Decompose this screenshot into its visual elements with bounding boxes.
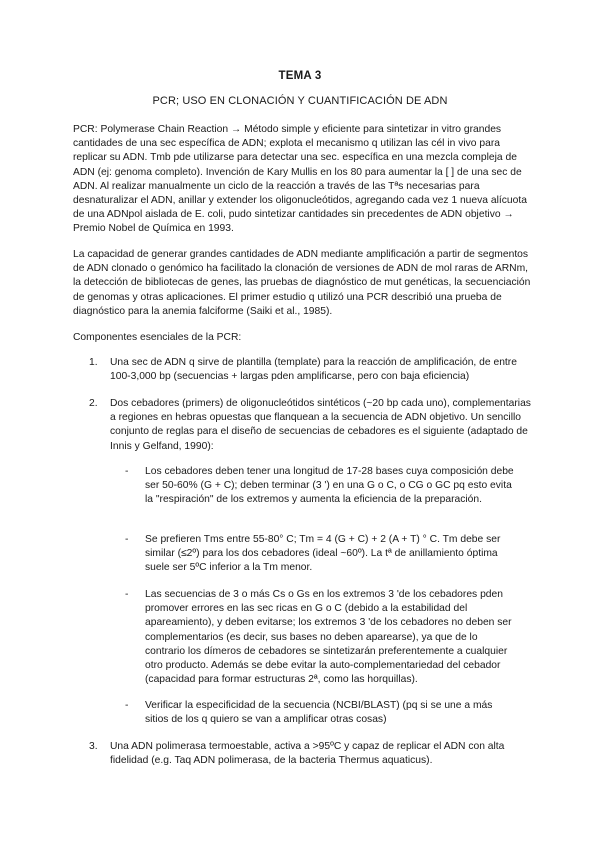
document-title: TEMA 3	[278, 70, 322, 82]
list-item-text: Una sec de ADN q sirve de plantilla (template) para la reacción de amplificación, de entre 100-3,000 bp (secuencias + largas pden amplificarse, pero con baja eficiencia)	[110, 357, 517, 383]
dash-bullet: -	[125, 589, 129, 600]
paragraph-pcr-applications: La capacidad de generar grandes cantidades de ADN mediante amplificación a partir de segmentos de ADN clonado o genómico ha facilitado la clonación de versiones de ADN de mol raras de ARNm, la detección de bibliotecas de genes, las pruebas de diagnóstico de mut genéticas, la secuenciación de genomas y otras aplicaciones. El primer estudio q utilizó una PCR describió una prueba de diagnóstico para la anemia falciforme (Saiki et al., 1985).	[73, 249, 531, 317]
list-item-number: 1.	[89, 357, 98, 368]
primer-rule-text: Los cebadores deben tener una longitud de 17-28 bases cuya composición debe ser 50-60% (G + C); deben terminar (3 ') en una G o C, o CG o GC pq esto evita la "respiración" de los extremos y aumenta la eficiencia de la preparación.	[145, 466, 514, 506]
paragraph-pcr-definition: PCR: Polymerase Chain Reaction → Método simple y eficiente para sintetizar in vitro grandes cantidades de una sec específica de ADN; explota el mecanismo q utilizan las cél in vivo para replicar su ADN. Tmb pde utilizarse para detectar una sec. específica en una mezcla compleja de ADN (ej: genoma completo). Invención de Kary Mullis en los 80 para aumentar la [ ] de una sec de ADN. Al realizar manualmente un ciclo de la reacción a través de las Tªs necesarias para desnaturalizar el ADN, anillar y extender los oligonucleótidos, agregando cada vez 1 nueva alícuota de una ADNpol aislada de E. coli, pudo sintetizar cantidades sin precedentes de ADN objetivo → Premio Nobel de Química en 1993.	[73, 124, 527, 235]
primer-rule-text: Verificar la especificidad de la secuencia (NCBI/BLAST) (pq si se une a más sitios de los q quiero se van a amplificar otras cosas)	[145, 700, 493, 726]
list-item-text: Dos cebadores (primers) de oligonucleótidos sintéticos (~20 bp cada uno), complementarias a regiones en hebras opuestas que flanquean a la secuencia de ADN objetivo. Un sencillo conjunto de reglas para el diseño de secuencias de cebadores es el siguiente (adaptado de Innis y Gelfand, 1990):	[110, 398, 531, 452]
dash-bullet: -	[125, 534, 129, 545]
primer-rule-text: Se prefieren Tms entre 55-80° C; Tm = 4 (G + C) + 2 (A + T) ° C. Tm debe ser similar (≤2º) para los dos cebadores (ideal ~60º). La tª de anillamiento óptima suele ser 5ºC inferior a la Tm menor.	[145, 534, 501, 574]
list-item-number: 2.	[89, 398, 98, 409]
dash-bullet: -	[125, 466, 129, 477]
list-item-number: 3.	[89, 741, 98, 752]
dash-bullet: -	[125, 700, 129, 711]
paragraph-components-heading: Componentes esenciales de la PCR:	[73, 332, 242, 343]
primer-rule-text: Las secuencias de 3 o más Cs o Gs en los extremos 3 'de los cebadores pden promover errores en las sec ricas en G o C (debido a la estabilidad del apareamiento), y deben evitarse; los extremos 3 'de los cebadores no deben ser complementarios (es decir, sus bases no deben aparearse), ya que de lo contrario los dímeros de cebadores se sintetizarán preferentemente a cualquier otro producto. Además se debe evitar la auto-complementariedad del cebador (capacidad para formar estructuras 2ª, como las horquillas).	[145, 589, 512, 686]
document-subtitle: PCR; USO EN CLONACIÓN Y CUANTIFICACIÓN DE ADN	[152, 95, 448, 107]
list-item-text: Una ADN polimerasa termoestable, activa a >95ºC y capaz de replicar el ADN con alta fidelidad (e.g. Taq ADN polimerasa, de la bacteria Thermus aquaticus).	[110, 741, 505, 767]
